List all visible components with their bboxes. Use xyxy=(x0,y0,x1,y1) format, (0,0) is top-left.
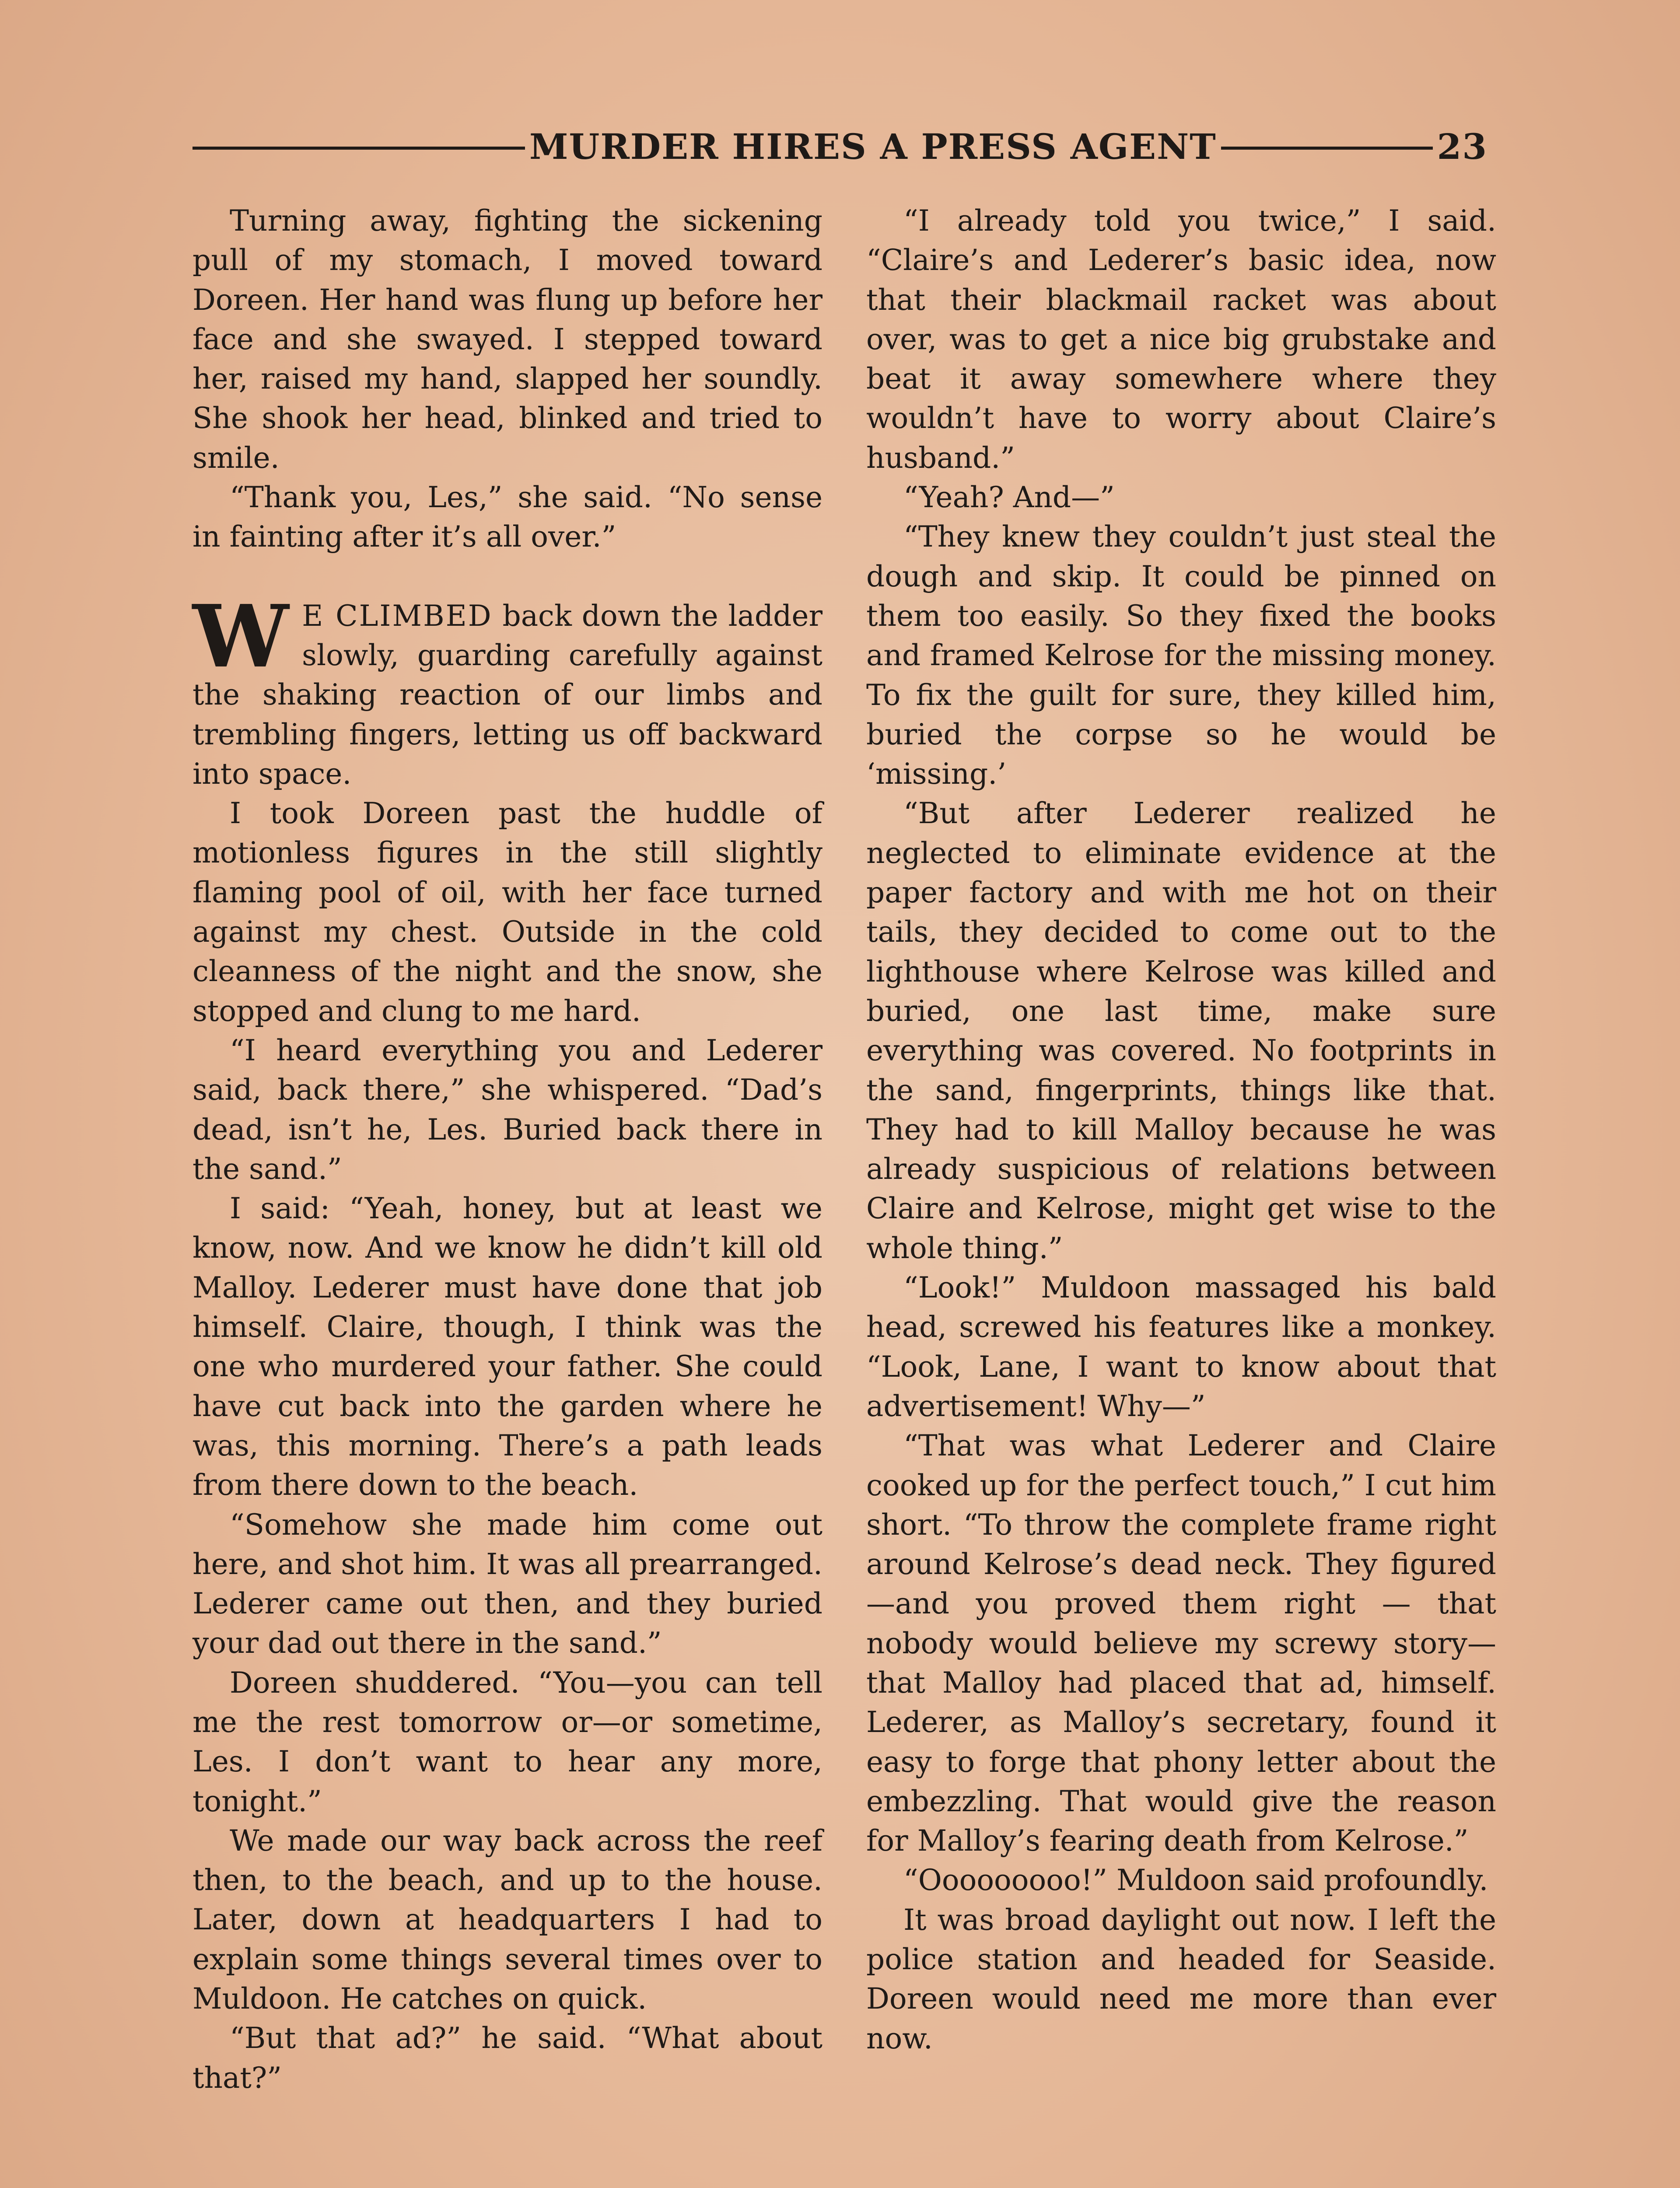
story-title: MURDER HIRES A PRESS AGENT xyxy=(529,126,1217,167)
paragraph: I said: “Yeah, honey, but at least we know, now. And we know he didn’t kill old Malloy. Lederer must have done that job himself. Claire, though, I think was the one who murdered your father. She could have cut back into the garden where he was, this morning. There’s a path leads from there down to the beach. xyxy=(192,1192,822,1502)
left-column xyxy=(192,201,822,2098)
paragraph: “But after Lederer realized he neglected to eliminate evidence at the paper factory and with me hot on their tails, they decided to come out to the lighthouse where Kelrose was killed and buried, one last time, make sure everything was covered. No footprints in the sand, fingerprints, things like that. They had to kill Malloy because he was already suspicious of relations between Claire and Kelrose, might get wise to the whole thing.” xyxy=(866,796,1496,1265)
section-opening-paragraph xyxy=(192,586,823,794)
paragraph: “I heard everything you and Lederer said, back there,” she whispered. “Dad’s dead, isn’t he, Les. Buried back there in the sand.” xyxy=(192,1033,822,1186)
paragraph: Doreen shuddered. “You—you can tell me the rest tomorrow or—or sometime, Les. I don’t want to hear any more, tonight.” xyxy=(192,1666,822,1818)
lead-in: E CLIMBED xyxy=(302,599,493,633)
header-rule-right xyxy=(1221,147,1433,150)
running-header xyxy=(192,123,1488,171)
paragraph: “Look!” Muldoon massaged his bald head, screwed his features like a monkey. “Look, Lane, I want to know about that advertisement! Why—” xyxy=(866,1271,1496,1423)
paragraph: “Yeah? And—” xyxy=(903,480,1115,515)
right-column xyxy=(866,201,1496,2058)
page-number: 23 xyxy=(1437,126,1488,167)
paragraph-text: back down the ladder slowly, guarding carefully against the shaking reaction of our limbs and trembling fingers, letting us off backward into space. xyxy=(192,599,823,791)
paragraph: We made our way back across the reef then, to the beach, and up to the house. Later, down at headquarters I had to explain some things several times over to Muldoon. He catches on quick. xyxy=(192,1823,822,2016)
paragraph: “Somehow she made him come out here, and shot him. It was all prearranged. Lederer came out then, and they buried your dad out there in the sand.” xyxy=(192,1508,822,1660)
paragraph: “Ooooooooo!” Muldoon said profoundly. xyxy=(903,1863,1488,1897)
paragraph: I took Doreen past the huddle of motionless figures in the still slightly flaming pool of oil, with her face turned against my chest. Outside in the cold cleanness of the night and the snow, she stopped and clung to me hard. xyxy=(192,796,822,1028)
paragraph: Turning away, fighting the sickening pull of my stomach, I moved toward Doreen. Her hand was flung up before her face and she swayed. I stepped toward her, raised my hand, slapped her soundly. She shook her head, blinked and tried to smile. xyxy=(192,204,822,475)
paragraph: “That was what Lederer and Claire cooked up for the perfect touch,” I cut him short. “To throw the complete frame right around Kelrose’s dead neck. They figured—and you proved them right — that nobody would believe my screwy story—that Malloy had placed that ad, himself. Lederer, as Malloy’s secretary, found it easy to forge that phony letter about the embezzling. That would give the reason for Malloy’s fearing death from Kelrose.” xyxy=(866,1429,1496,1858)
paragraph: “They knew they couldn’t just steal the dough and skip. It could be pinned on them too easily. So they fixed the books and framed Kelrose for the missing money. To fix the guilt for sure, they killed him, buried the corpse so he would be ‘missing.’ xyxy=(866,520,1496,791)
paragraph: “But that ad?” he said. “What about that?” xyxy=(192,2021,822,2095)
paragraph: “Thank you, Les,” she said. “No sense in fainting after it’s all over.” xyxy=(192,480,822,554)
paragraph: It was broad daylight out now. I left the police station and headed for Seaside. Doreen would need me more than ever now. xyxy=(866,1903,1496,2055)
header-rule-left xyxy=(192,147,525,150)
paragraph: “I already told you twice,” I said. “Claire’s and Lederer’s basic idea, now that their blackmail racket was about over, was to get a nice big grubstake and beat it away somewhere where they wouldn’t have to worry about Claire’s husband.” xyxy=(866,204,1496,475)
drop-cap: W xyxy=(192,586,289,687)
